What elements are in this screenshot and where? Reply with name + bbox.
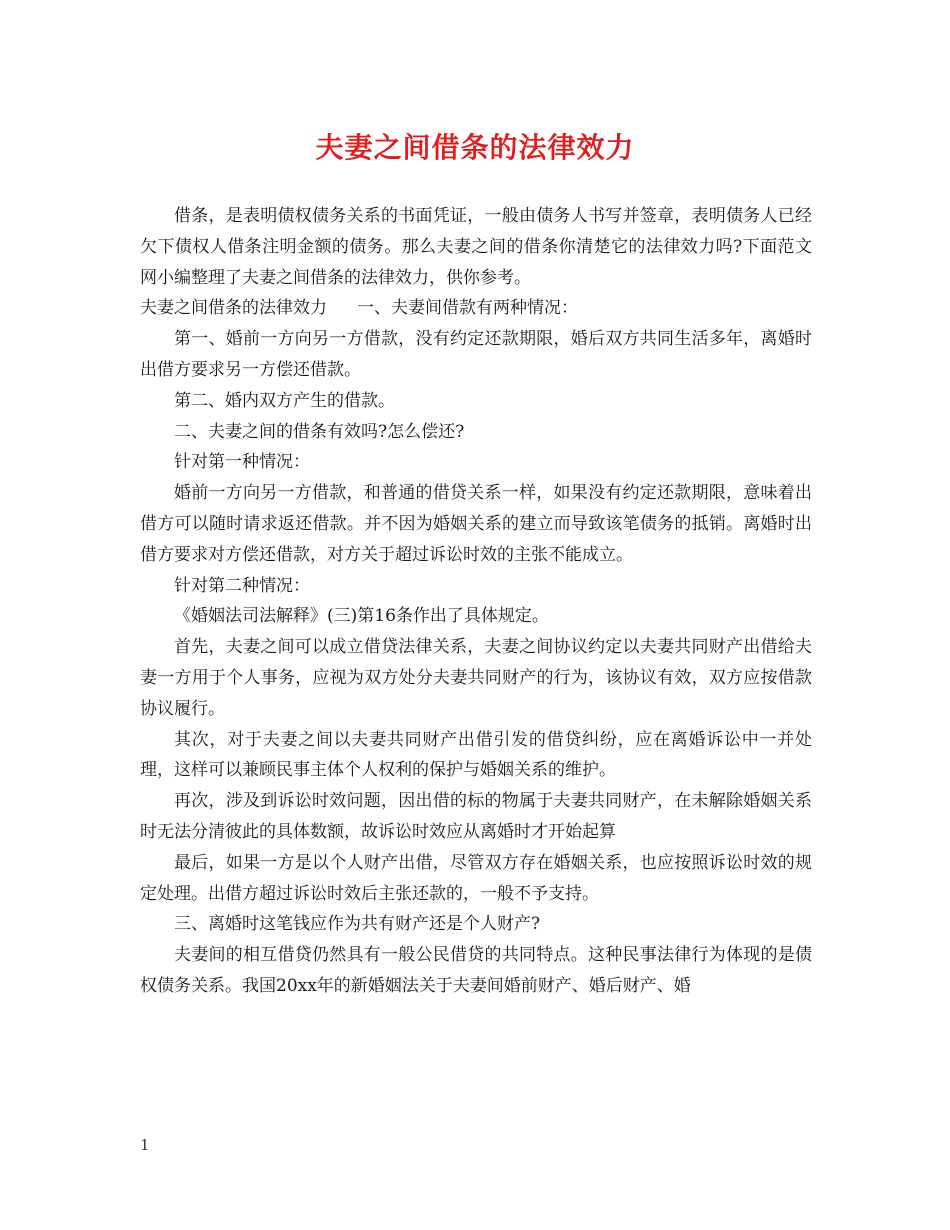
paragraph-thirdly: 再次，涉及到诉讼时效问题，因出借的标的物属于夫妻共同财产，在未解除婚姻关系时无法分清彼此的具体数额，故诉讼时效应从离婚时才开始起算 — [140, 791, 812, 842]
document-title: 夫妻之间借条的法律效力 — [315, 131, 635, 164]
paragraph-case-2: 第二、婚内双方产生的借款。 — [174, 390, 395, 411]
section-heading-3: 三、离婚时这笔钱应作为共有财产还是个人财产? — [174, 914, 541, 935]
paragraph-finally: 最后，如果一方是以个人财产出借，尽管双方存在婚姻关系，也应按照诉讼时效的规定处理。出借方超过诉讼时效后主张还款的，一般不予支持。 — [140, 852, 812, 904]
paragraph-secondly: 其次，对于夫妻之间以夫妻共同财产出借引发的借贷纠纷，应在离婚诉讼中一并处理，这样可以兼顾民事主体个人权利的保护与婚姻关系的维护。 — [140, 729, 812, 781]
paragraph-case-1: 第一、婚前一方向另一方借款，没有约定还款期限，婚后双方共同生活多年，离婚时出借方要求另一方偿还借款。 — [140, 329, 812, 380]
paragraph-conclusion: 夫妻间的相互借贷仍然具有一般公民借贷的共同特点。这种民事法律行为体现的是债权债务关系。我国20xx年的新婚姻法关于夫妻间婚前财产、婚后财产、婚 — [140, 945, 812, 996]
paragraph-intro: 借条，是表明债权债务关系的书面凭证，一般由债务人书写并签章，表明债务人已经欠下债权人借条注明金额的债务。那么夫妻之间的借条你清楚它的法律效力吗?下面范文网小编整理了夫妻之间借条的法律效力，供你参考。 — [140, 206, 812, 288]
paragraph-second-case-label: 针对第二种情况： — [174, 575, 310, 596]
subheading-left: 夫妻之间借条的法律效力 — [140, 298, 327, 319]
document-body — [140, 201, 812, 1002]
subheading-right: 一、夫妻间借款有两种情况： — [357, 298, 578, 319]
paragraph-first-case: 婚前一方向另一方借款，和普通的借贷关系一样，如果没有约定还款期限，意味着出借方可以随时请求返还借款。并不因为婚姻关系的建立而导致该笔债务的抵销。离婚时出借方要求对方偿还借款，对方关于超过诉讼时效的主张不能成立。 — [140, 483, 812, 565]
paragraph-first-case-label: 针对第一种情况： — [174, 452, 310, 473]
paragraph-law-reference: 《婚姻法司法解释》(三)第16条作出了具体规定。 — [174, 606, 549, 627]
section-heading-2: 二、夫妻之间的借条有效吗?怎么偿还? — [174, 421, 465, 442]
paragraph-firstly: 首先，夫妻之间可以成立借贷法律关系，夫妻之间协议约定以夫妻共同财产出借给夫妻一方用于个人事务，应视为双方处分夫妻共同财产的行为，该协议有效，双方应按借款协议履行。 — [140, 637, 812, 719]
subheading-line — [140, 293, 812, 324]
page-number: 1 — [140, 1136, 150, 1154]
